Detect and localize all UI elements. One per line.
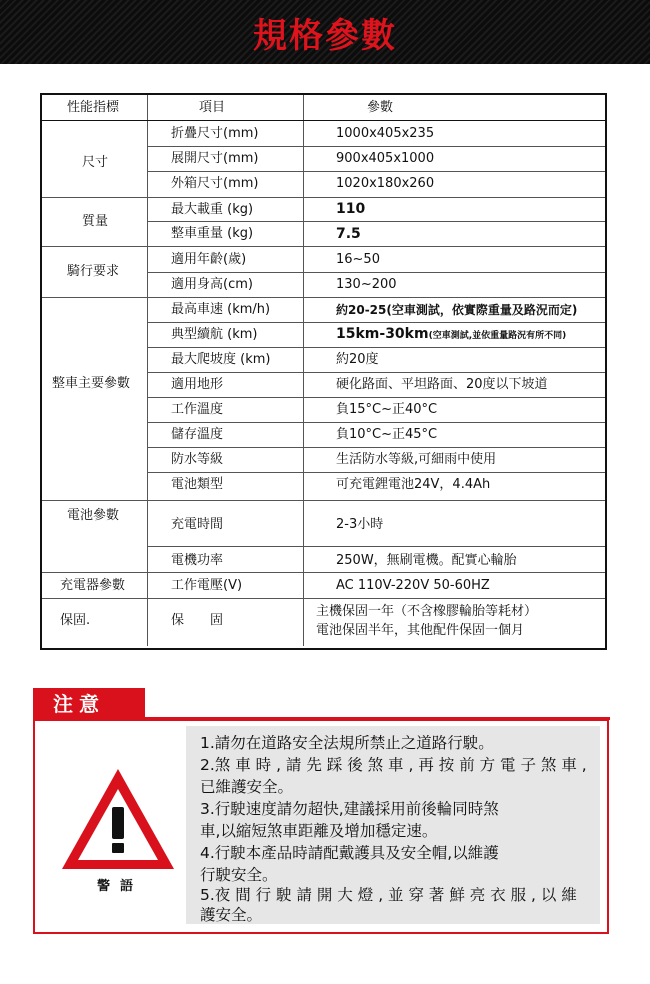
item-value: 2-3小時 (336, 517, 384, 532)
category-warranty: 保固. (60, 613, 91, 628)
item-label: 工作溫度 (171, 402, 224, 417)
range-note: (空車測試,並依重量路況有所不同) (428, 331, 567, 341)
row-divider (42, 598, 605, 599)
notice-line: 4.行駛本產品時請配戴護具及安全帽,以維護 (200, 844, 499, 862)
item-value: AC 110V-220V 50-60HZ (336, 578, 490, 593)
item-label: 適用年齡(歲) (171, 252, 247, 267)
row-divider (148, 347, 605, 348)
item-value: 硬化路面、平坦路面、20度以下坡道 (336, 377, 548, 392)
item-label: 儲存溫度 (171, 427, 224, 442)
col-divider-2 (303, 95, 304, 646)
notice-line: 3.行駛速度請勿超快,建議採用前後輪同時煞 (200, 800, 499, 818)
warning-label: 警語 (97, 879, 144, 894)
row-divider (42, 500, 605, 501)
notice-line: 1.請勿在道路安全法規所禁止之道路行駛。 (200, 734, 494, 752)
row-divider (148, 146, 605, 147)
row-divider (148, 397, 605, 398)
notice-line: 5.夜 間 行 駛 請 開 大 燈 , 並 穿 著 鮮 亮 衣 服 , 以 維 (200, 886, 577, 904)
item-value: 負15°C~正40°C (336, 402, 438, 417)
item-value: 110 (336, 201, 366, 217)
notice-line: 護安全。 (200, 906, 263, 924)
category-battery: 電池參數 (67, 508, 120, 523)
item-value: 130~200 (336, 277, 397, 292)
range-value (336, 326, 566, 344)
item-label: 保 固 (171, 613, 224, 628)
item-value: 1000x405x235 (336, 126, 435, 141)
item-value: 16~50 (336, 252, 380, 267)
row-divider (42, 297, 605, 298)
item-label: 整車重量 (kg) (171, 226, 254, 241)
notice-line: 行駛安全。 (200, 866, 278, 884)
item-value: 約20-25(空車測試，依實際重量及路況而定) (336, 303, 578, 317)
page-header (0, 0, 650, 64)
notice-line: 車,以縮短煞車距離及增加穩定速。 (200, 822, 438, 840)
item-value: 900x405x1000 (336, 151, 435, 166)
item-label: 最高車速 (km/h) (171, 302, 271, 317)
item-label: 外箱尺寸(mm) (171, 176, 259, 191)
item-label: 工作電壓(V) (171, 578, 243, 593)
notice-line: 2.煞 車 時 , 請 先 踩 後 煞 車 , 再 按 前 方 電 子 煞 車 , (200, 756, 587, 774)
item-label: 適用身高(cm) (171, 277, 253, 292)
item-label: 折疊尺寸(mm) (171, 126, 259, 141)
category-riding: 騎行要求 (67, 264, 120, 279)
range-main: 15km-30km (336, 326, 429, 342)
category-charger: 充電器參數 (60, 578, 126, 593)
row-divider (148, 472, 605, 473)
header-divider (42, 120, 605, 121)
col-header-category: 性能指標 (67, 100, 120, 115)
item-label: 適用地形 (171, 377, 224, 392)
page-title: 規格參數 (253, 16, 397, 56)
row-divider (42, 246, 605, 247)
col-header-value: 參數 (367, 100, 394, 115)
warranty-value-2: 電池保固半年，其他配件保固一個月 (316, 623, 525, 638)
row-divider (148, 221, 605, 222)
item-value: 約20度 (336, 352, 379, 367)
item-value: 7.5 (336, 226, 361, 242)
item-value: 1020x180x260 (336, 176, 435, 191)
row-divider (42, 572, 605, 573)
category-mass: 質量 (82, 214, 109, 229)
row-divider (148, 372, 605, 373)
item-value: 負10°C~正45°C (336, 427, 438, 442)
item-label: 最大載重 (kg) (171, 202, 254, 217)
warranty-value-1: 主機保固一年（不含橡膠輪胎等耗材） (316, 604, 538, 619)
row-divider (148, 422, 605, 423)
item-label: 電池類型 (171, 477, 224, 492)
row-divider (42, 197, 605, 198)
item-label: 充電時間 (171, 517, 224, 532)
row-divider (148, 272, 605, 273)
notice-line: 已維護安全。 (200, 778, 294, 796)
row-divider (148, 447, 605, 448)
item-label: 防水等級 (171, 452, 224, 467)
item-label: 典型續航 (km) (171, 327, 258, 342)
notice-tab: 注意 (33, 688, 145, 720)
item-label: 展開尺寸(mm) (171, 151, 259, 166)
item-label: 最大爬坡度 (km) (171, 352, 271, 367)
category-size: 尺寸 (82, 155, 109, 170)
item-label: 電機功率 (171, 553, 224, 568)
col-divider-1 (147, 95, 148, 646)
category-main: 整車主要參數 (52, 376, 131, 391)
notice-text-panel (186, 726, 600, 924)
row-divider (148, 546, 605, 547)
warning-triangle-icon (58, 765, 178, 873)
item-value: 可充電鋰電池24V，4.4Ah (336, 477, 491, 492)
item-value: 250W，無刷電機。配實心輪胎 (336, 553, 517, 568)
row-divider (148, 322, 605, 323)
col-header-item: 項目 (199, 100, 226, 115)
row-divider (148, 171, 605, 172)
item-value: 生活防水等級,可細雨中使用 (336, 452, 497, 467)
